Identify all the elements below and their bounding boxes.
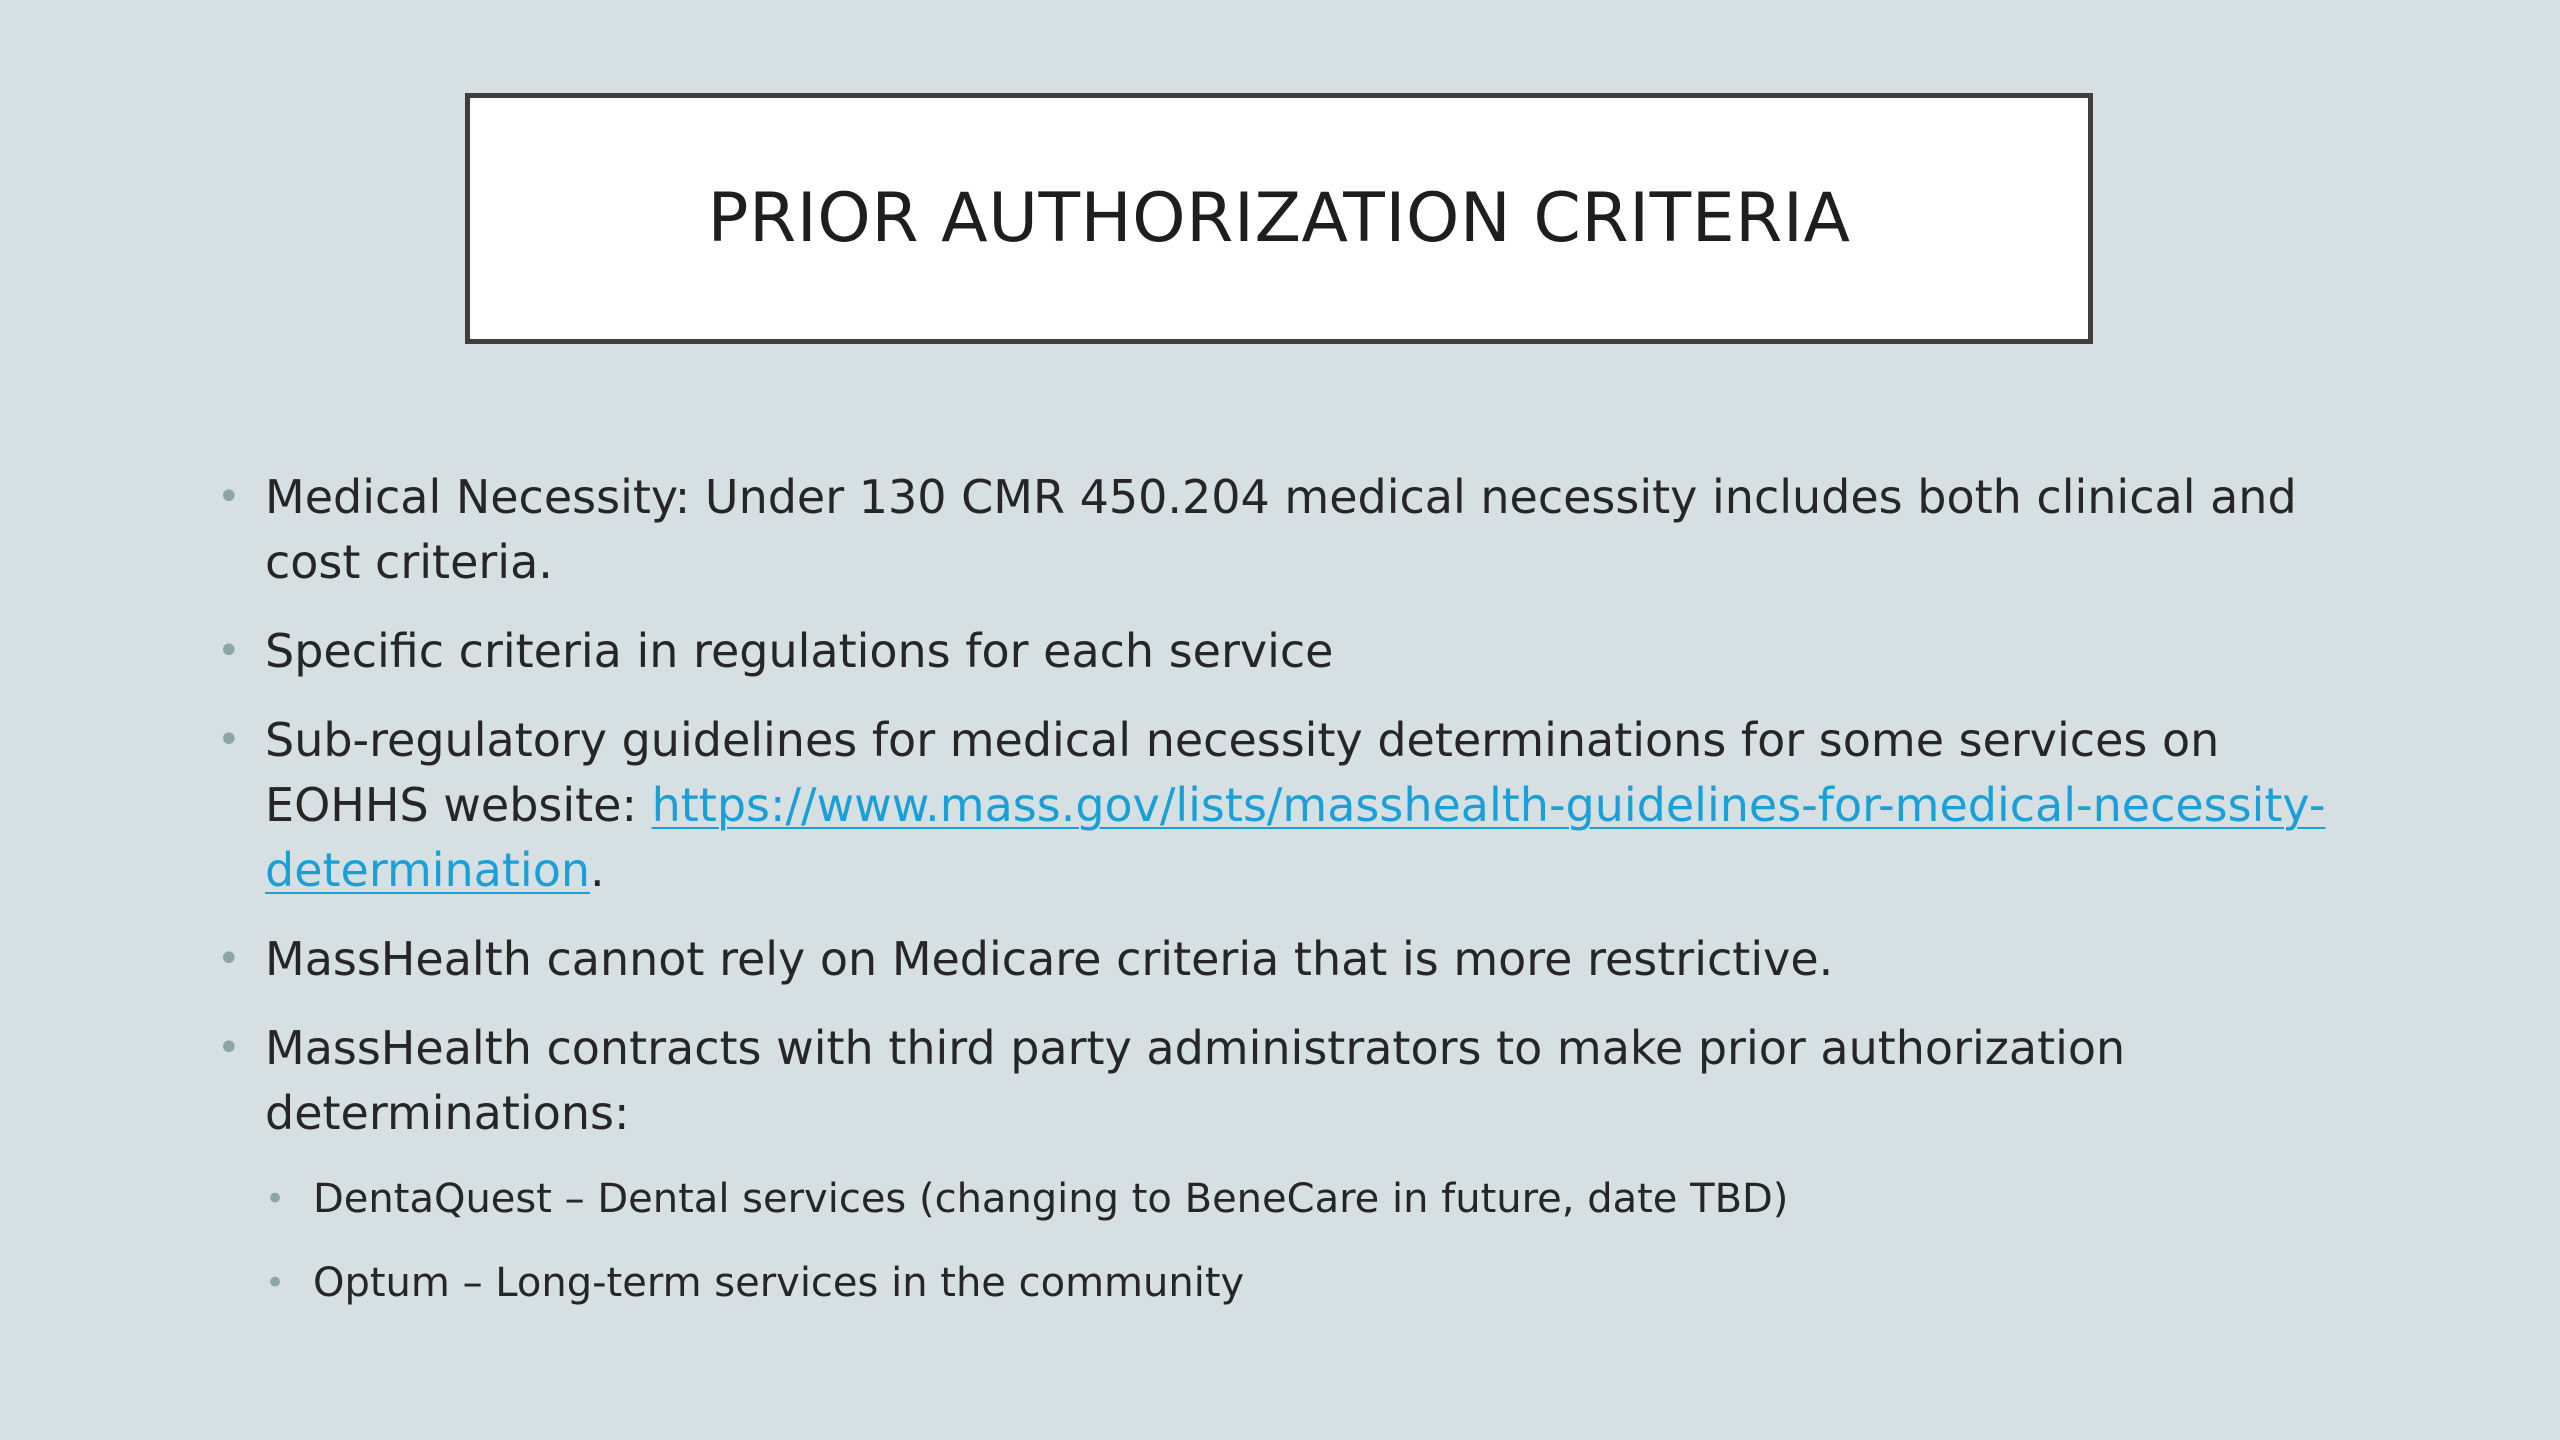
sub-bullet-dentaquest <box>263 1170 2335 1228</box>
sub-bullet-optum <box>263 1254 2335 1312</box>
guidelines-link[interactable]: https://www.mass.gov/lists/masshealth-guidelines-for-medical-necessity-determination <box>265 778 2326 897</box>
bullet-sub-regulatory <box>215 708 2335 903</box>
sub-bullet-text: DentaQuest – Dental services (changing to BeneCare in future, date TBD) <box>313 1176 1789 1222</box>
bullet-specific-criteria <box>215 619 2335 684</box>
bullet-dot-icon: • <box>265 1263 286 1303</box>
bullet-text: Medical Necessity: Under 130 CMR 450.204 medical necessity includes both clinical and cost criteria. <box>265 470 2297 589</box>
bullet-list <box>215 465 2335 1312</box>
bullet-medicare-criteria <box>215 927 2335 992</box>
bullet-dot-icon: • <box>217 717 241 763</box>
bullet-dot-icon: • <box>265 1179 286 1219</box>
bullet-dot-icon: • <box>217 474 241 520</box>
bullet-third-party <box>215 1016 2335 1146</box>
sub-bullet-text: Optum – Long-term services in the community <box>313 1260 1245 1306</box>
bullet-text: MassHealth cannot rely on Medicare criteria that is more restrictive. <box>265 932 1834 986</box>
title-box <box>465 93 2093 344</box>
bullet-text: Specific criteria in regulations for each service <box>265 624 1334 678</box>
bullet-dot-icon: • <box>217 1025 241 1071</box>
slide-title: PRIOR AUTHORIZATION CRITERIA <box>707 178 1851 258</box>
bullet-dot-icon: • <box>217 936 241 982</box>
bullet-text: Sub-regulatory guidelines for medical necessity determinations for some services on EOHHS website: <box>265 713 2220 832</box>
slide-content <box>215 465 2335 1338</box>
bullet-medical-necessity <box>215 465 2335 595</box>
bullet-dot-icon: • <box>217 628 241 674</box>
bullet-text-period: . <box>590 843 605 897</box>
bullet-text: MassHealth contracts with third party administrators to make prior authorization determinations: <box>265 1021 2126 1140</box>
